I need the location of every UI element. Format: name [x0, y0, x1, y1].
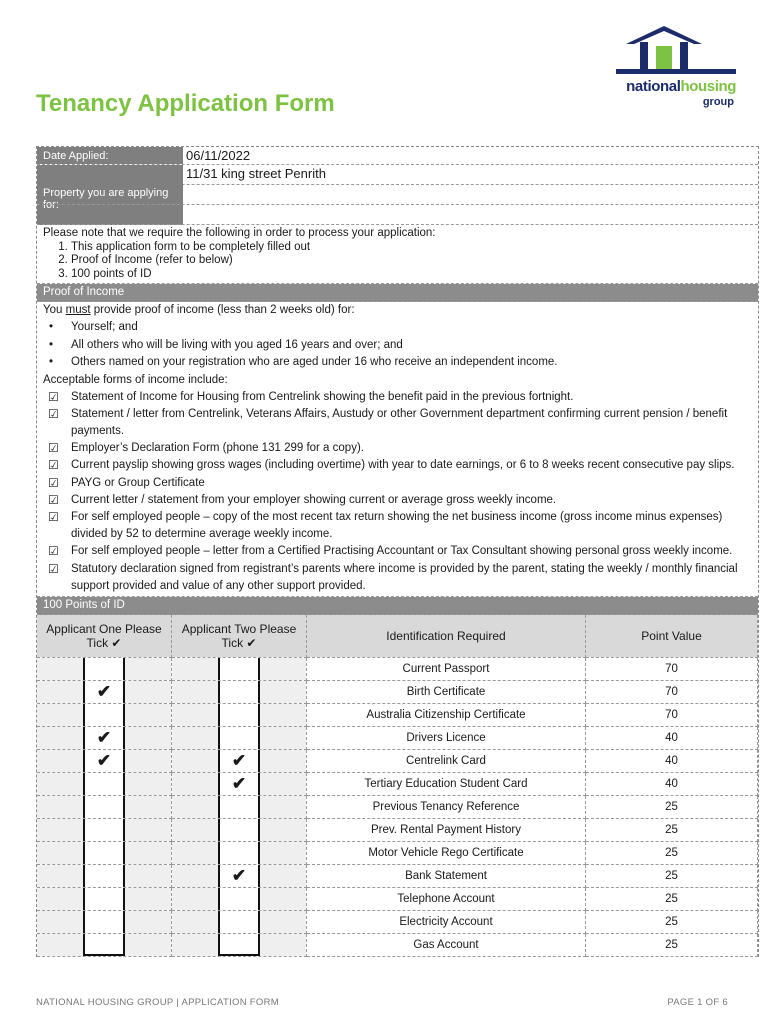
checked-box-icon: ☑ [48, 475, 59, 490]
applicant-one-cell [37, 818, 172, 841]
applicant-one-tick-box[interactable] [83, 842, 125, 864]
id-points: 70 [586, 680, 758, 703]
applicant-one-cell [37, 841, 172, 864]
applicant-one-tick-box[interactable] [83, 865, 125, 887]
id-row [37, 864, 758, 887]
checked-box-icon: ☑ [48, 389, 59, 404]
applicant-two-tick-box[interactable] [218, 704, 260, 726]
income-form-item: ☑ For self employed people – letter from a Certified Practising Accountant or Tax Consultant showing personal gross weekly income. [37, 543, 758, 560]
id-type: Current Passport [307, 657, 586, 680]
applicant-two-tick-box[interactable] [218, 796, 260, 818]
id-points: 40 [586, 749, 758, 772]
id-type: Gas Account [307, 933, 586, 956]
applicant-two-cell [172, 772, 307, 795]
applicant-two-cell [172, 910, 307, 933]
income-form-item: ☑ Current letter / statement from your employer showing current or average gross weekly income. [37, 492, 758, 509]
id-table-body [37, 657, 758, 956]
applicant-two-tick-box[interactable] [218, 681, 260, 703]
id-points: 40 [586, 772, 758, 795]
requirement-item: 3. 100 points of ID [71, 268, 752, 282]
income-form-item: ☑ Current payslip showing gross wages (including overtime) with year to date earnings, or 6 to 8 weeks recent consecutive pay slips. [37, 457, 758, 474]
id-type: Previous Tenancy Reference [307, 795, 586, 818]
applicant-two-tick-box[interactable] [218, 911, 260, 933]
checked-box-icon: ☑ [48, 441, 59, 456]
checked-box-icon: ☑ [48, 492, 59, 507]
applicant-two-tick-box[interactable]: ✔ [218, 865, 260, 887]
applicant-two-tick-box[interactable]: ✔ [218, 750, 260, 772]
id-row [37, 726, 758, 749]
checked-box-icon: ☑ [48, 509, 59, 524]
id-row [37, 657, 758, 680]
checked-box-icon: ☑ [48, 406, 59, 421]
id-row [37, 818, 758, 841]
id-type: Centrelink Card [307, 749, 586, 772]
property-row-1 [37, 165, 758, 211]
id-type: Birth Certificate [307, 680, 586, 703]
applicant-one-tick-box[interactable] [83, 888, 125, 910]
applicant-one-tick-box[interactable] [83, 658, 125, 680]
date-row [37, 147, 758, 165]
requirements-intro: Please note that we require the following in order to process your application: [43, 227, 436, 239]
income-forms-label: Acceptable forms of income include: [43, 373, 228, 386]
property-row-3 [37, 205, 758, 225]
income-form-item: ☑ PAYG or Group Certificate [37, 475, 758, 492]
date-label: Date Applied: [37, 147, 183, 164]
applicant-two-cell [172, 887, 307, 910]
page-title: Tenancy Application Form [36, 90, 335, 117]
id-points: 25 [586, 933, 758, 956]
id-row [37, 703, 758, 726]
id-type: Drivers Licence [307, 726, 586, 749]
applicant-one-tick-box[interactable] [83, 704, 125, 726]
id-required-header: Identification Required [307, 615, 586, 658]
applicant-one-header: Applicant One Please Tick ✔ [37, 615, 172, 658]
requirement-item: 1. This application form to be completely filled out [71, 241, 752, 255]
applicant-one-cell [37, 864, 172, 887]
property-field[interactable]: 11/31 king street Penrith [186, 166, 326, 181]
point-value-header: Point Value [586, 615, 758, 658]
id-type: Bank Statement [307, 864, 586, 887]
id-type: Telephone Account [307, 887, 586, 910]
applicant-one-cell [37, 703, 172, 726]
id-type: Australia Citizenship Certificate [307, 703, 586, 726]
applicant-one-tick-box[interactable] [83, 796, 125, 818]
id-type: Electricity Account [307, 910, 586, 933]
logo-group-text: group [702, 96, 734, 108]
id-points-table [37, 615, 758, 957]
applicant-two-tick-box[interactable] [218, 727, 260, 749]
income-bullet: • Yourself; and [37, 319, 758, 337]
house-logo-icon [596, 22, 738, 82]
id-type: Tertiary Education Student Card [307, 772, 586, 795]
income-form-item: ☑ Employer’s Declaration Form (phone 131 299 for a copy). [37, 440, 758, 457]
applicant-two-tick-box[interactable] [218, 888, 260, 910]
applicant-two-tick-box[interactable] [218, 934, 260, 956]
property-label: Property you are applying for: [37, 165, 183, 225]
income-bullet: • All others who will be living with you aged 16 years and over; and [37, 337, 758, 355]
applicant-one-cell [37, 726, 172, 749]
footer-left: NATIONAL HOUSING GROUP | APPLICATION FORM [36, 997, 279, 1008]
checked-box-icon: ☑ [48, 544, 59, 559]
id-points: 25 [586, 795, 758, 818]
income-form-item: ☑ Statement of Income for Housing from Centrelink showing the benefit paid in the previous fortnight. [37, 389, 758, 406]
property-row-2 [37, 185, 758, 205]
income-section-header: Proof of Income [37, 284, 758, 302]
applicant-one-cell [37, 772, 172, 795]
applicant-two-cell [172, 680, 307, 703]
id-type: Prev. Rental Payment History [307, 818, 586, 841]
applicant-two-cell [172, 795, 307, 818]
applicant-two-tick-box[interactable] [218, 842, 260, 864]
requirement-item: 2. Proof of Income (refer to below) [71, 254, 752, 268]
applicant-one-cell [37, 795, 172, 818]
applicant-two-cell [172, 703, 307, 726]
applicant-one-tick-box[interactable] [83, 934, 125, 956]
applicant-one-cell [37, 910, 172, 933]
applicant-one-cell [37, 749, 172, 772]
id-row [37, 887, 758, 910]
applicant-one-tick-box[interactable] [83, 911, 125, 933]
id-row [37, 933, 758, 956]
id-row [37, 795, 758, 818]
requirements-note [37, 225, 758, 284]
applicant-two-tick-box[interactable] [218, 658, 260, 680]
logo-wordmark: nationalhousing [626, 78, 736, 95]
company-logo [596, 22, 738, 114]
applicant-two-cell [172, 841, 307, 864]
applicant-one-tick-box[interactable]: ✔ [83, 727, 125, 749]
applicant-two-header: Applicant Two Please Tick ✔ [172, 615, 307, 658]
id-points: 25 [586, 910, 758, 933]
id-row [37, 910, 758, 933]
applicant-one-tick-box[interactable]: ✔ [83, 750, 125, 772]
applicant-one-cell [37, 887, 172, 910]
applicant-two-cell [172, 657, 307, 680]
income-lead: You must provide proof of income (less than 2 weeks old) for: [43, 304, 355, 316]
id-points: 70 [586, 703, 758, 726]
id-type: Motor Vehicle Rego Certificate [307, 841, 586, 864]
applicant-two-tick-box[interactable]: ✔ [218, 773, 260, 795]
id-points: 25 [586, 864, 758, 887]
applicant-one-cell [37, 933, 172, 956]
applicant-one-tick-box[interactable] [83, 819, 125, 841]
id-row [37, 680, 758, 703]
id-points: 25 [586, 841, 758, 864]
applicant-two-cell [172, 749, 307, 772]
income-form-item: ☑ For self employed people – copy of the most recent tax return showing the net business income (gross income minus expenses) divided by 52 to determine average weekly income. [48, 509, 723, 541]
date-field[interactable]: 06/11/2022 [186, 148, 251, 163]
applicant-two-cell [172, 818, 307, 841]
applicant-two-cell [172, 933, 307, 956]
applicant-one-cell [37, 680, 172, 703]
footer-right: PAGE 1 OF 6 [667, 997, 728, 1008]
id-section-header: 100 Points of ID [37, 597, 758, 615]
id-points: 40 [586, 726, 758, 749]
id-points: 25 [586, 887, 758, 910]
applicant-one-tick-box[interactable] [83, 773, 125, 795]
applicant-one-cell [37, 657, 172, 680]
applicant-two-cell [172, 864, 307, 887]
applicant-two-tick-box[interactable] [218, 819, 260, 841]
income-form-item: ☑ Statement / letter from Centrelink, Veterans Affairs, Austudy or other Government department confirming current pension / benefit payments. [48, 406, 728, 437]
applicant-one-tick-box[interactable]: ✔ [83, 681, 125, 703]
id-points: 70 [586, 657, 758, 680]
id-row [37, 772, 758, 795]
id-row [37, 841, 758, 864]
id-row [37, 749, 758, 772]
application-form [36, 146, 759, 957]
id-points: 25 [586, 818, 758, 841]
income-bullet: • Others named on your registration who are aged under 16 who receive an independent income. [37, 354, 758, 372]
applicant-two-cell [172, 726, 307, 749]
income-form-item: ☑ Statutory declaration signed from registrant’s parents where income is provided by the parent, stating the weekly / monthly financial support provided and value of any other support provided. [48, 561, 738, 592]
checked-box-icon: ☑ [48, 458, 59, 473]
checked-box-icon: ☑ [48, 561, 59, 576]
income-section [37, 302, 758, 597]
